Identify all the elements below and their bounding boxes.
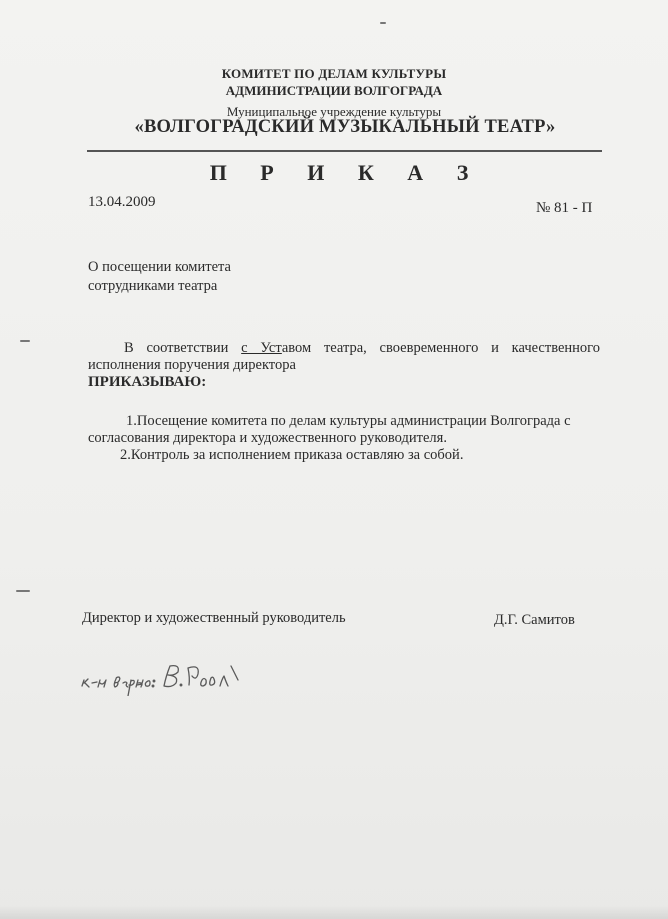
- preamble-text: [88, 340, 600, 374]
- page-bottom-shadow: [0, 905, 668, 919]
- org-line-1: КОМИТЕТ ПО ДЕЛАМ КУЛЬТУРЫ: [221, 66, 447, 81]
- order-items: [88, 413, 600, 464]
- document-number: № 81 - П: [536, 200, 593, 216]
- handwritten-certification-note: [80, 652, 290, 696]
- document-type: П Р И К А З: [209, 160, 483, 185]
- institution-type: Муниципальное учреждение культуры: [226, 104, 442, 119]
- order-word: ПРИКАЗЫВАЮ:: [88, 374, 207, 390]
- preamble: [88, 340, 600, 391]
- org-line-2: АДМИНИСТРАЦИИ ВОЛГОГРАДА: [225, 83, 443, 98]
- subject-line-2: сотрудниками театра: [88, 278, 218, 294]
- scan-mark: [380, 22, 386, 24]
- document-subject: [88, 258, 231, 296]
- document-date: 13.04.2009: [88, 194, 156, 210]
- preamble-end: авом театра, своевременного и качественного исполнения поручения директора: [88, 340, 600, 373]
- signatory-title: Директор и художественный руководитель: [82, 610, 346, 626]
- header-divider: [87, 150, 602, 152]
- subject-line-1: О посещении комитета: [88, 259, 231, 275]
- preamble-underlined: с Уст: [241, 340, 282, 356]
- scan-mark: [20, 340, 30, 342]
- order-item-2: 2.Контроль за исполнением приказа оставляю за собой.: [120, 447, 464, 463]
- institution-name: «ВОЛГОГРАДСКИЙ МУЗЫКАЛЬНЫЙ ТЕАТР»: [134, 117, 556, 137]
- order-item-1: 1.Посещение комитета по делам культуры администрации Волгограда с согласования директора и художественного руководителя.: [88, 413, 571, 446]
- preamble-start: В соответствии: [124, 340, 242, 356]
- signatory-name: Д.Г. Самитов: [494, 612, 575, 628]
- scan-mark: [16, 590, 30, 592]
